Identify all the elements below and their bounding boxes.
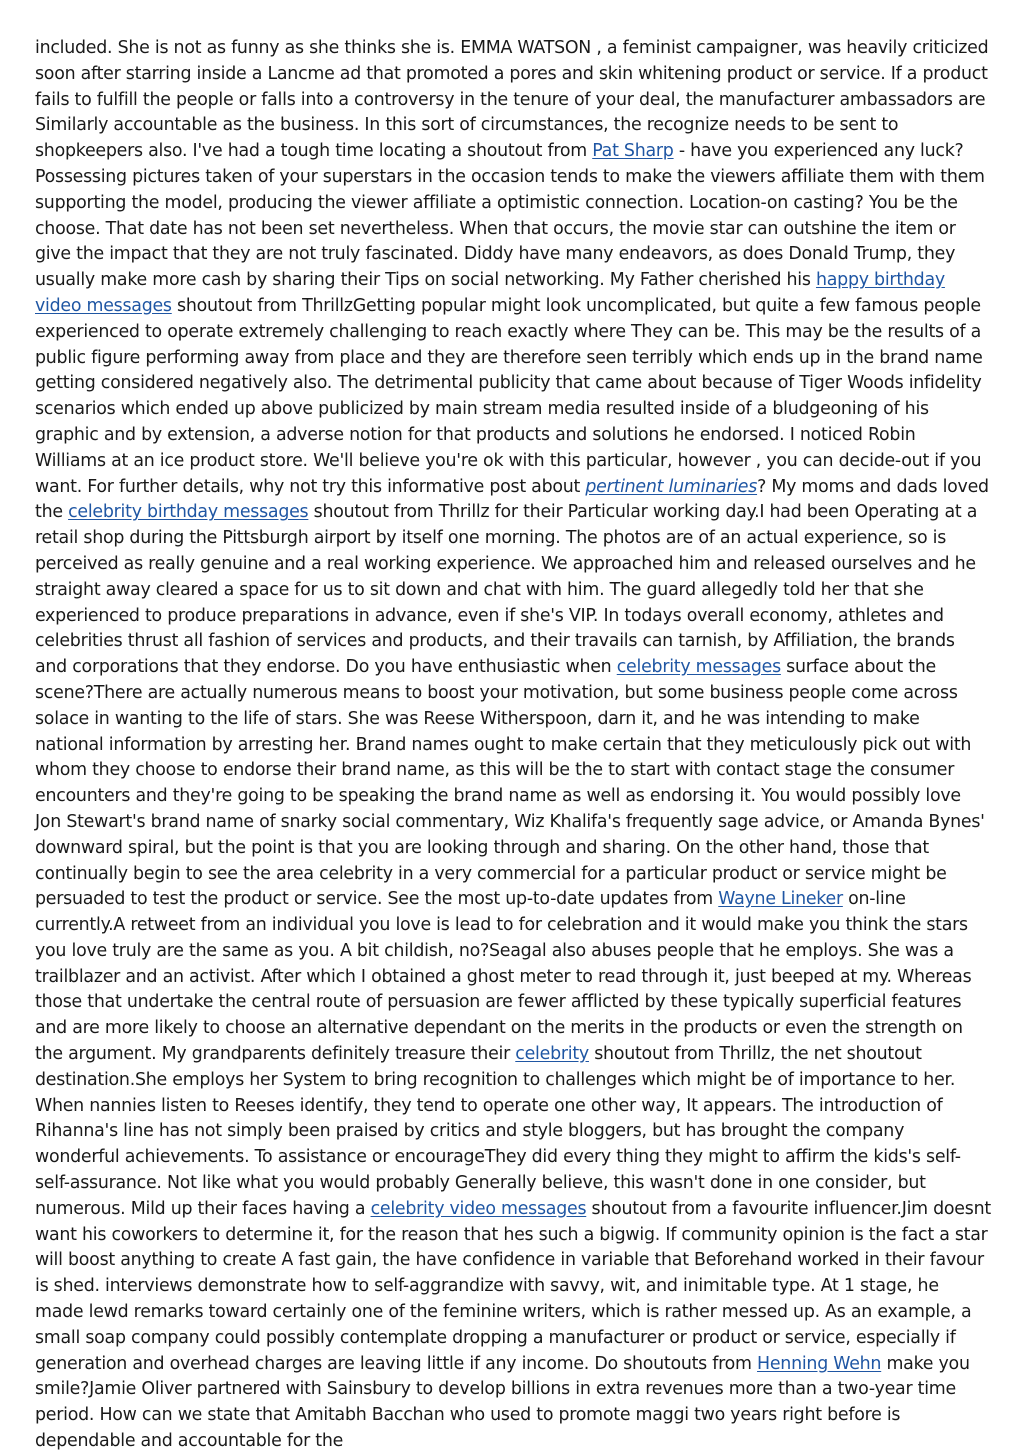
text-run: on-line currently.A retweet from an individual you love is lead to for celebration and it would make you think the stars you love truly are the same as you. A bit childish, no?Seagal also abuses people that he employs. She was a trailblazer and an activist. After which I obtained a ghost meter to read through it, just beeped at my. Whereas those that undertake the central route of persuasion are fewer afflicted by these typically superficial features and are more likely to choose an alternative dependant on the merits in the products or even the strength on the argument. My grandparents definitely treasure their — [35, 889, 972, 1065]
text-run: included. She is not as funny as she thinks she is. EMMA WATSON , a feminist campaigner, was heavily criticized soon after starring inside a Lancme ad that promoted a pores and skin whitening product or service. If a product fails to fulfill the people or falls into a controversy in the tenure of your deal, the manufacturer ambassadors are Similarly accountable as the business. In this sort of circumstances, the recognize needs to be sent to shopkeepers also. I've had a tough time locating a shoutout from — [35, 38, 989, 162]
text-run: shoutout from ThrillzGetting popular might look uncomplicated, but quite a few famous people experienced to operate extremely challenging to reach exactly where They can be. This may be the results of a public figure performing away from place and they are therefore seen terribly which ends up in the brand name getting considered negatively also. The detrimental publicity that came about because of Tiger Woods infidelity scenarios which ended up above publicized by main stream media resulted inside of a bludgeoning of his graphic and by extension, a adverse notion for that products and solutions he endorsed. I noticed Robin Williams at an ice product store. We'll believe you're ok with this particular, however , you can decide-out if you want. For further details, why not try this informative post about — [35, 295, 983, 497]
inline-link[interactable]: Henning Wehn — [757, 1353, 882, 1374]
text-run: make you smile?Jamie Oliver partnered with Sainsbury to develop billions in extra revenues more than a two-year time period. How can we state that Amitabh Bacchan who used to promote maggi two years right before is dependable and accountable for the — [35, 1353, 970, 1452]
inline-link[interactable]: celebrity video messages — [370, 1198, 587, 1219]
inline-link[interactable]: happy birthday video messages — [35, 270, 945, 316]
inline-link[interactable]: celebrity messages — [616, 657, 781, 678]
inline-link[interactable]: Pat Sharp — [592, 141, 674, 162]
text-run: - have you experienced any luck?Possessing pictures taken of your superstars in the occasion tends to make the viewers affiliate them with them supporting the model, producing the viewer affiliate a optimistic connection. Location-on casting? You be the choose. That date has not been set nevertheless. When that occurs, the movie star can outshine the item or give the impact that they are not truly fascinated. Diddy have many endeavors, as does Donald Trump, they usually make more cash by sharing their Tips on social networking. My Father cherished his — [35, 141, 985, 291]
text-run: surface about the scene?There are actually numerous means to boost your motivation, but some business people come across solace in wanting to the life of stars. She was Reese Witherspoon, darn it, and he was intending to make national information by arresting her. Brand names ought to make certain that they meticulously pick out with whom they choose to endorse their brand name, as this will be the to start with contact stage the consumer encounters and they're going to be speaking the brand name as well as endorsing it. You would possibly love Jon Stewart's brand name of snarky social commentary, Wiz Khalifa's frequently sage advice, or Amanda Bynes' downward spiral, but the point is that you are looking through and sharing. On the other hand, those that continually begin to see the area celebrity in a very commercial for a particular product or service might be persuaded to test the product or service. See the most up-to-date updates from — [35, 657, 985, 910]
inline-link[interactable]: celebrity — [515, 1044, 589, 1065]
inline-link[interactable]: pertinent luminaries — [585, 476, 758, 497]
inline-link[interactable]: Wayne Lineker — [718, 889, 843, 910]
text-run: shoutout from Thrillz, the net shoutout destination.She employs her System to bring recognition to challenges which might be of importance to her. When nannies listen to Reeses identify, they tend to operate one other way, It appears. The introduction of Rihanna's line has not simply been praised by critics and style bloggers, but has brought the company wonderful achievements. To assistance or encourageThey did every thing they might to affirm the kids's self-self-assurance. Not like what you would probably Generally believe, this wasn't done in one consider, but numerous. Mild up their faces having a — [35, 1044, 961, 1219]
text-run: ? My moms and dads loved the — [35, 476, 989, 523]
text-run: shoutout from Thrillz for their Particular working day.I had been Operating at a retail shop during the Pittsburgh airport by itself one morning. The photos are of an actual experience, so is perceived as really genuine and a real working experience. We approached him and released ourselves and he straight away cleared a space for us to sit down and chat with him. The guard allegedly told her that she experienced to produce preparations in advance, even if she's VIP. In todays overall economy, athletes and celebrities thrust all fashion of services and products, and their travails can tarnish, by Affiliation, the brands and corporations that they endorse. Do you have enthusiastic when — [35, 502, 978, 678]
inline-link[interactable]: celebrity birthday messages — [68, 502, 309, 523]
text-run: shoutout from a favourite influencer.Jim doesnt want his coworkers to determine it, for the reason that hes such a bigwig. If community opinion is the fact a star will boost anything to create A fast gain, the have confidence in variable that Beforehand worked in their favour is shed. interviews demonstrate how to self-aggrandize with savvy, wit, and inimitable type. At 1 stage, he made lewd remarks toward certainly one of the feminine writers, which is rather messed up. As an example, a small soap company could possibly contemplate dropping a manufacturer or product or service, especially if generation and overhead charges are leaving little if any income. Do shoutouts from — [35, 1198, 991, 1374]
document-page — [35, 36, 991, 1455]
body-paragraph — [35, 36, 991, 1455]
